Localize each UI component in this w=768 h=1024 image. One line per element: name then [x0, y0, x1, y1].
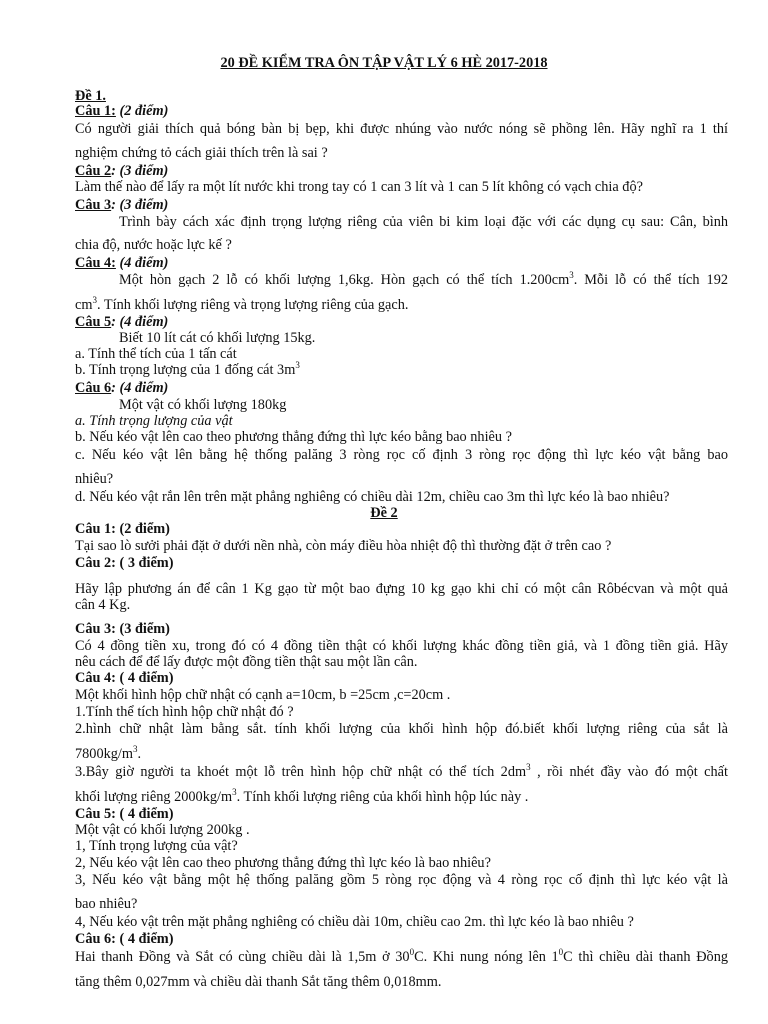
superscript: 0	[558, 947, 564, 958]
text-part: . Mỗi lỗ có thể tích 192	[573, 272, 728, 288]
exam-2-question-5-part-3: 3, Nếu kéo vật bằng một hệ thống palăng gồm 5 ròng rọc động và 4 ròng rọc cố định thì lực kéo vật là	[75, 872, 728, 888]
exam-2-question-5-part-4: 4, Nếu kéo vật trên mặt phẳng nghiêng có chiều dài 10m, chiều cao 2m. thì lực kéo là bao nhiêu ?	[75, 914, 634, 930]
text-part: Hai thanh Đồng và Sắt có cùng chiều dài là 1,5m ở 30	[75, 949, 410, 965]
exam-2-question-6-header: Câu 6: ( 4 điểm)	[75, 931, 174, 947]
question-points: : (4 điểm)	[111, 314, 169, 330]
exam-2-question-4-text: Một khối hình hộp chữ nhật có cạnh a=10cm, b =25cm ,c=20cm .	[75, 687, 451, 703]
exam-2-question-5-text: Một vật có khối lượng 200kg .	[75, 822, 250, 838]
question-label: Câu 5	[75, 314, 112, 330]
superscript: 3	[569, 270, 574, 281]
exam-2-question-6-text	[75, 949, 728, 966]
exam-1-question-6-part-a: a. Tính trọng lượng của vật	[75, 413, 233, 429]
exam-2-question-4-part-3-cont	[75, 789, 728, 806]
exam-1-question-1-text-cont: nghiệm chứng tỏ cách giải thích trên là sai ?	[75, 145, 328, 161]
text-part: .	[137, 746, 142, 762]
question-label: Câu 6	[75, 380, 112, 396]
superscript: 3	[232, 787, 237, 798]
exam-1-question-5-part-b	[75, 362, 728, 379]
exam-2-question-3-header: Câu 3: (3 điểm)	[75, 621, 170, 637]
text-part: , rồi nhét đầy vào đó một chất	[530, 764, 728, 780]
exam-2-question-4-part-1: 1.Tính thể tích hình hộp chữ nhật đó ?	[75, 704, 294, 720]
exam-1-question-6-header	[75, 380, 728, 397]
exam-1-question-2-text: Làm thế nào để lấy ra một lít nước khi trong tay có 1 can 3 lít và 1 can 5 lít không có vạch chia độ?	[75, 179, 643, 195]
exam-2-question-4-part-2-cont	[75, 746, 728, 763]
exam-2-question-1-header: Câu 1: (2 điểm)	[75, 521, 170, 537]
exam-1-question-6-text: Một vật có khối lượng 180kg	[119, 397, 287, 413]
superscript: 3	[92, 295, 97, 306]
text-part: . Tính khối lượng riêng và trọng lượng riêng của gạch.	[96, 297, 409, 313]
exam-2-question-2-text: Hãy lập phương án để cân 1 Kg gạo từ một bao đựng 10 kg gạo khi chỉ có một cân Rôbécvan và một quả	[75, 581, 728, 597]
exam-1-question-3-text: Trình bày cách xác định trọng lượng riêng của viên bi kim loại đặc với các dụng cụ sau: Cân, bình	[119, 214, 728, 230]
exam-2-question-2-header: Câu 2: ( 3 điểm)	[75, 555, 174, 571]
exam-2-question-4-header: Câu 4: ( 4 điểm)	[75, 670, 174, 686]
exam-2-question-1-text: Tại sao lò sưởi phải đặt ở dưới nền nhà, còn máy điều hòa nhiệt độ thì thường đặt ở trên cao ?	[75, 538, 612, 554]
text-part: khối lượng riêng 2000kg/m	[75, 789, 233, 805]
question-label: Câu 2	[75, 163, 112, 179]
exam-1-question-1-header	[75, 103, 728, 120]
exam-1-question-5-part-a: a. Tính thể tích của 1 tấn cát	[75, 346, 237, 362]
text-part: cm	[75, 297, 93, 313]
question-label: Câu 4:	[75, 255, 116, 271]
exam-1-question-3-header	[75, 197, 728, 214]
exam-1-question-6-part-b: b. Nếu kéo vật lên cao theo phương thẳng đứng thì lực kéo bằng bao nhiêu ?	[75, 429, 512, 445]
exam-1-question-4-text-cont	[75, 297, 728, 314]
exam-1-question-5-header	[75, 314, 728, 331]
exam-1-question-6-part-d: d. Nếu kéo vật rắn lên trên mặt phẳng nghiêng có chiều dài 12m, chiều cao 3m thì lực kéo là bao nhiêu?	[75, 489, 670, 505]
exam-1-question-3-text-cont: chia độ, nước hoặc lực kế ?	[75, 237, 232, 253]
text-part: Một hòn gạch 2 lỗ có khối lượng 1,6kg. Hòn gạch có thể tích 1.200cm	[119, 272, 570, 288]
exam-2-question-4-part-3	[75, 764, 728, 781]
text-part: C. Khi nung nóng lên 1	[414, 949, 559, 965]
question-points: : (4 điểm)	[111, 380, 169, 396]
exam-1-question-5-text: Biết 10 lít cát có khối lượng 15kg.	[119, 330, 316, 346]
question-points: : (3 điểm)	[111, 163, 169, 179]
superscript: 3	[132, 744, 138, 755]
exam-2-question-4-part-2: 2.hình chữ nhật làm bằng sắt. tính khối lượng của khối hình hộp đó.biết khối lượng riêng của sắt là	[75, 721, 728, 737]
question-points: : (3 điểm)	[111, 197, 169, 213]
question-points: (4 điểm)	[115, 255, 169, 271]
exam-1-question-1-text: Có người giải thích quả bóng bàn bị bẹp, khi được nhúng vào nước nóng sẽ phồng lên. Hãy nghĩ ra 1 thí	[75, 121, 728, 137]
exam-1-question-2-header	[75, 163, 728, 180]
question-label: Câu 1:	[75, 103, 116, 119]
question-points: (2 điểm)	[115, 103, 169, 119]
text-part: b. Tính trọng lượng của 1 đống cát 3m	[75, 362, 296, 378]
exam-2-question-2-text-cont: cân 4 Kg.	[75, 597, 131, 613]
exam-2-question-6-text-cont: tăng thêm 0,027mm và chiều dài thanh Sắt tăng thêm 0,018mm.	[75, 974, 442, 990]
exam-2-question-5-part-1: 1, Tính trọng lượng của vật?	[75, 838, 238, 854]
text-part: . Tính khối lượng riêng của khối hình hộp lúc này .	[236, 789, 529, 805]
exam-2-question-3-text-cont: nêu cách để để lấy được một đồng tiền thật sau một lần cân.	[75, 654, 418, 670]
exam-1-question-6-part-c: c. Nếu kéo vật lên bằng hệ thống palăng 3 ròng rọc cố định 3 ròng rọc động thì lực kéo vật bằng bao	[75, 447, 728, 463]
text-part: 3.Bây giờ người ta khoét một lỗ trên hình hộp chữ nhật có thể tích 2dm	[75, 764, 527, 780]
exam-2-heading: Đề 2	[370, 505, 398, 521]
superscript: 3	[526, 762, 531, 773]
exam-1-question-4-text	[75, 272, 728, 289]
document-title: 20 ĐỀ KIỂM TRA ÔN TẬP VẬT LÝ 6 HÈ 2017-2018	[220, 55, 548, 71]
superscript: 3	[295, 360, 300, 371]
exam-1-question-4-header	[75, 255, 728, 272]
exam-1-heading: Đề 1.	[75, 88, 106, 104]
exam-2-question-5-header: Câu 5: ( 4 điểm)	[75, 806, 174, 822]
superscript: 0	[409, 947, 415, 958]
exam-2-question-3-text: Có 4 đồng tiền xu, trong đó có 4 đồng tiền thật có khối lượng khác đồng tiền giả, và 1 đồng tiền giả. Hãy	[75, 638, 728, 654]
exam-2-question-5-part-3-cont: bao nhiêu?	[75, 896, 138, 912]
exam-2-question-5-part-2: 2, Nếu kéo vật lên cao theo phương thẳng đứng thì lực kéo là bao nhiêu?	[75, 855, 491, 871]
exam-1-question-6-part-c-cont: nhiêu?	[75, 471, 114, 487]
text-part: C thì chiều dài thanh Đồng	[563, 949, 728, 965]
text-part: 7800kg/m	[75, 746, 133, 762]
question-label: Câu 3	[75, 197, 112, 213]
